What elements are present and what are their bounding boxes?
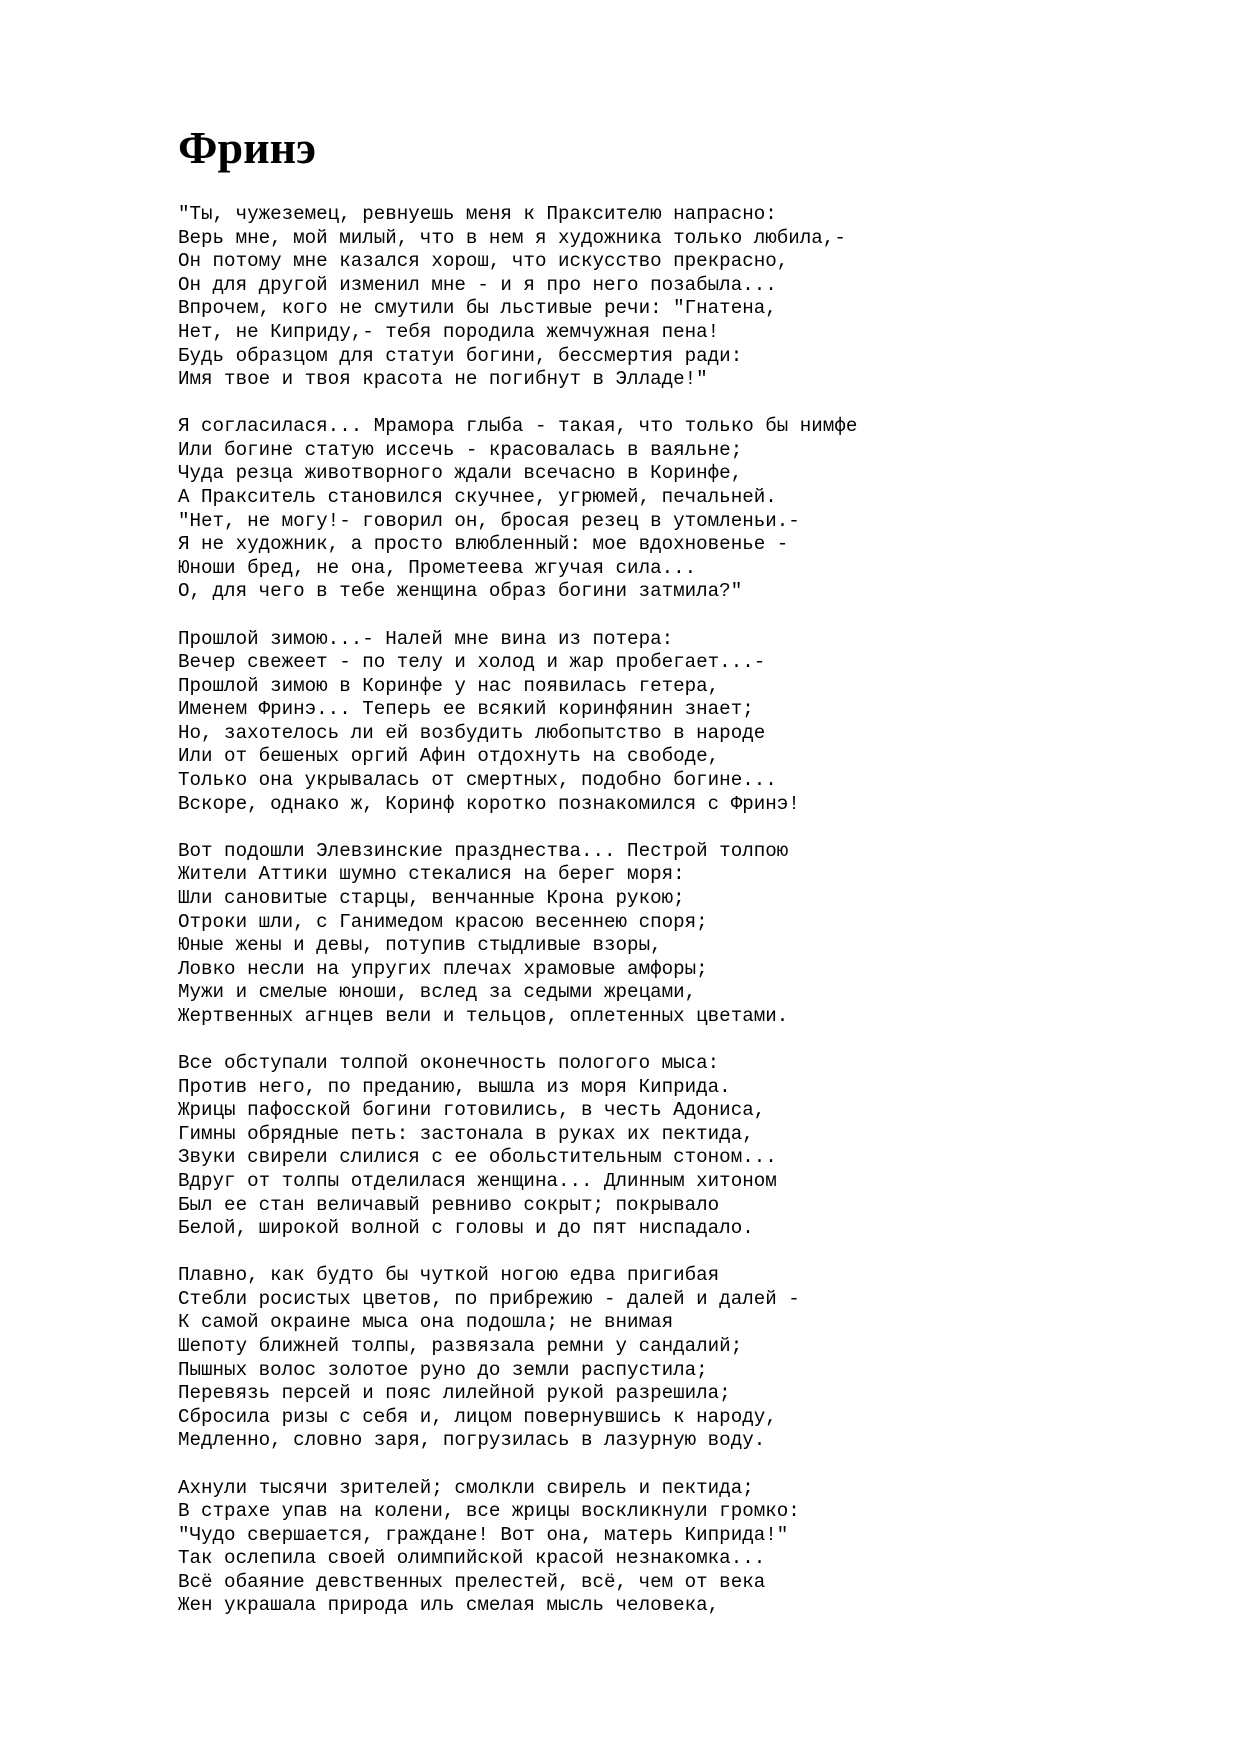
poem-title: Фринэ (178, 122, 316, 173)
poem-line: Прошлой зимою в Коринфе у нас появилась гетера, (178, 674, 720, 697)
poem-line: Будь образцом для статуи богини, бессмертия ради: (178, 344, 743, 367)
poem-line: Но, захотелось ли ей возбудить любопытство в народе (178, 721, 766, 744)
poem-line: Звуки свирели слилися с ее обольстительным стоном... (178, 1146, 777, 1169)
poem-line: Так ослепила своей олимпийской красой незнакомка... (178, 1547, 766, 1570)
poem-line: Шли сановитые старцы, венчанные Крона рукою; (178, 886, 685, 909)
poem-line: "Нет, не могу!- говорил он, бросая резец в утомленьи.- (178, 509, 800, 532)
poem-line: "Чудо свершается, граждане! Вот она, матерь Киприда!" (178, 1523, 789, 1546)
poem-line: Или богине статую иссечь - красовалась в ваяльне; (178, 438, 743, 461)
poem-line: Или от бешеных оргий Афин отдохнуть на свободе, (178, 745, 720, 768)
poem-line: Вечер свежеет - по телу и холод и жар пробегает...- (178, 651, 766, 674)
poem-body (178, 203, 1178, 1618)
poem-line: Только она укрывалась от смертных, подобно богине... (178, 769, 777, 792)
poem-line: Сбросила ризы с себя и, лицом повернувшись к народу, (178, 1405, 777, 1428)
poem-line: Отроки шли, с Ганимедом красою весеннею споря; (178, 910, 708, 933)
poem-line: Пышных волос золотое руно до земли распустила; (178, 1358, 708, 1381)
stanza-4 (178, 840, 1178, 1029)
document-page (178, 120, 1178, 1642)
poem-line: Вот подошли Элевзинские празднества... Пестрой толпою (178, 839, 789, 862)
poem-line: Я не художник, а просто влюбленный: мое вдохновенье - (178, 533, 789, 556)
poem-line: Медленно, словно заря, погрузилась в лазурную воду. (178, 1429, 766, 1452)
poem-line: Именем Фринэ... Теперь ее всякий коринфянин знает; (178, 698, 754, 721)
poem-line: Верь мне, мой милый, что в нем я художника только любила,- (178, 226, 846, 249)
poem-line: Он потому мне казался хорош, что искусство прекрасно, (178, 250, 789, 273)
poem-line: Юные жены и девы, потупив стыдливые взоры, (178, 934, 662, 957)
stanza-2 (178, 415, 1178, 604)
poem-line: Жители Аттики шумно стекалися на берег моря: (178, 863, 685, 886)
poem-line: Все обступали толпой оконечность пологого мыса: (178, 1052, 720, 1074)
poem-line: Плавно, как будто бы чуткой ногою едва пригибая (178, 1264, 720, 1287)
poem-line: "Ты, чужеземец, ревнуешь меня к Праксителю напрасно: (178, 203, 777, 225)
poem-line: Юноши бред, не она, Прометеева жгучая сила... (178, 556, 697, 579)
poem-line: Нет, не Киприду,- тебя породила жемчужная пена! (178, 320, 720, 343)
stanza-6 (178, 1264, 1178, 1453)
poem-line: О, для чего в тебе женщина образ богини затмила?" (178, 580, 743, 603)
poem-line: Прошлой зимою...- Налей мне вина из потера: (178, 627, 674, 650)
poem-line: Вскоре, однако ж, Коринф коротко познакомился с Фринэ! (178, 792, 800, 815)
poem-line: Мужи и смелые юноши, вслед за седыми жрецами, (178, 981, 697, 1004)
poem-line: Имя твое и твоя красота не погибнут в Элладе!" (178, 368, 708, 391)
poem-line: Жен украшала природа иль смелая мысль человека, (178, 1594, 720, 1617)
poem-line: Гимны обрядные петь: застонала в руках их пектида, (178, 1122, 754, 1145)
poem-line: А Пракситель становился скучнее, угрюмей, печальней. (178, 486, 777, 509)
poem-line: Против него, по преданию, вышла из моря Киприда. (178, 1075, 731, 1098)
poem-line: Впрочем, кого не смутили бы льстивые речи: "Гнатена, (178, 297, 777, 320)
poem-line: Всё обаяние девственных прелестей, всё, чем от века (178, 1570, 766, 1593)
poem-line: В страхе упав на колени, все жрицы воскликнули громко: (178, 1500, 800, 1523)
poem-line: К самой окраине мыса она подошла; не внимая (178, 1311, 674, 1334)
stanza-1 (178, 203, 1178, 392)
stanza-7 (178, 1477, 1178, 1619)
poem-line: Белой, широкой волной с головы и до пят ниспадало. (178, 1217, 754, 1240)
poem-line: Чуда резца животворного ждали всечасно в Коринфе, (178, 462, 743, 485)
poem-line: Жрицы пафосской богини готовились, в честь Адониса, (178, 1099, 766, 1122)
poem-line: Ахнули тысячи зрителей; смолкли свирель и пектида; (178, 1476, 754, 1499)
poem-line: Был ее стан величавый ревниво сокрыт; покрывало (178, 1193, 720, 1216)
poem-line: Я согласилася... Мрамора глыба - такая, что только бы нимфе (178, 415, 858, 438)
poem-line: Вдруг от толпы отделилася женщина... Длинным хитоном (178, 1169, 777, 1192)
poem-line: Шепоту ближней толпы, развязала ремни у сандалий; (178, 1335, 743, 1358)
stanza-5 (178, 1052, 1178, 1241)
poem-line: Стебли росистых цветов, по прибрежию - далей и далей - (178, 1287, 800, 1310)
poem-line: Перевязь персей и пояс лилейной рукой разрешила; (178, 1382, 731, 1405)
poem-line: Ловко несли на упругих плечах храмовые амфоры; (178, 957, 708, 980)
stanza-3 (178, 628, 1178, 817)
poem-line: Он для другой изменил мне - и я про него позабыла... (178, 273, 777, 296)
poem-line: Жертвенных агнцев вели и тельцов, оплетенных цветами. (178, 1004, 789, 1027)
